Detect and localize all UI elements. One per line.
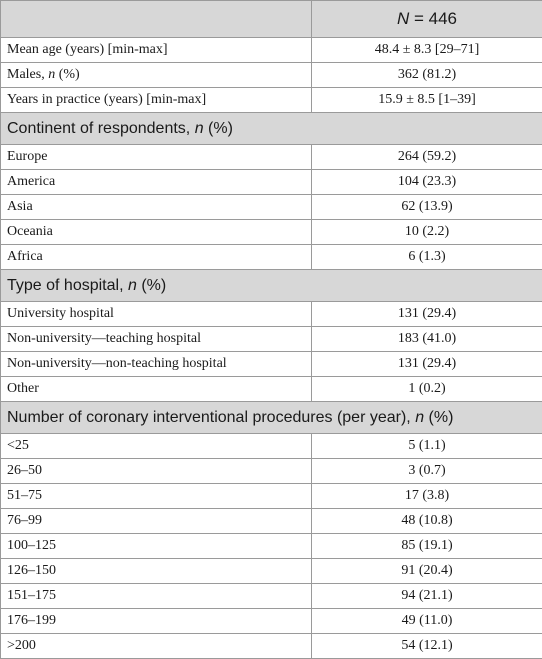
section-header-procedures xyxy=(1,402,542,434)
header-row xyxy=(1,1,542,38)
row-label-italic: n xyxy=(48,67,55,82)
table-row xyxy=(1,434,542,459)
row-label: 76–99 xyxy=(1,509,312,534)
row-label: 126–150 xyxy=(1,559,312,584)
table-row xyxy=(1,584,542,609)
row-value: 17 (3.8) xyxy=(312,484,542,509)
section-title-text: Number of coronary interventional procedures (per year), xyxy=(7,409,415,426)
row-label: >200 xyxy=(1,634,312,659)
row-value: 131 (29.4) xyxy=(312,302,542,327)
row-value: 48 (10.8) xyxy=(312,509,542,534)
row-label-text: Males, xyxy=(7,67,48,82)
row-label xyxy=(1,38,312,63)
section-title-italic: n xyxy=(195,120,204,137)
row-value: 49 (11.0) xyxy=(312,609,542,634)
row-label: <25 xyxy=(1,434,312,459)
row-label: Europe xyxy=(1,145,312,170)
section-title-suffix: (%) xyxy=(204,120,233,137)
row-value: 6 (1.3) xyxy=(312,245,542,270)
row-value: 183 (41.0) xyxy=(312,327,542,352)
row-label-suffix: (%) xyxy=(55,67,80,82)
row-value: 48.4 ± 8.3 [29–71] xyxy=(312,38,542,63)
table-row xyxy=(1,145,542,170)
table-row xyxy=(1,484,542,509)
table-row xyxy=(1,377,542,402)
table-row xyxy=(1,38,542,63)
section-title xyxy=(1,113,542,145)
row-label: America xyxy=(1,170,312,195)
table-row xyxy=(1,220,542,245)
table-row xyxy=(1,170,542,195)
table-row xyxy=(1,88,542,113)
section-title-italic: n xyxy=(128,277,137,294)
section-title-suffix: (%) xyxy=(424,409,453,426)
table-row xyxy=(1,459,542,484)
table-row xyxy=(1,327,542,352)
row-value: 15.9 ± 8.5 [1–39] xyxy=(312,88,542,113)
row-label: 176–199 xyxy=(1,609,312,634)
row-value: 10 (2.2) xyxy=(312,220,542,245)
row-value: 104 (23.3) xyxy=(312,170,542,195)
table-row xyxy=(1,352,542,377)
row-value: 62 (13.9) xyxy=(312,195,542,220)
section-header-hospital xyxy=(1,270,542,302)
row-label: Non-university—teaching hospital xyxy=(1,327,312,352)
row-label: 100–125 xyxy=(1,534,312,559)
row-value: 264 (59.2) xyxy=(312,145,542,170)
table-row xyxy=(1,509,542,534)
table-row xyxy=(1,609,542,634)
row-value: 131 (29.4) xyxy=(312,352,542,377)
row-label xyxy=(1,88,312,113)
section-title xyxy=(1,270,542,302)
row-label: University hospital xyxy=(1,302,312,327)
row-value: 94 (21.1) xyxy=(312,584,542,609)
row-label: Non-university—non-teaching hospital xyxy=(1,352,312,377)
row-label: Asia xyxy=(1,195,312,220)
row-label xyxy=(1,63,312,88)
section-title-text: Continent of respondents, xyxy=(7,120,195,137)
row-label: Other xyxy=(1,377,312,402)
row-label-text: Mean age (years) [min-max] xyxy=(7,42,168,57)
header-empty-cell xyxy=(1,1,312,38)
table-row xyxy=(1,302,542,327)
row-value: 362 (81.2) xyxy=(312,63,542,88)
row-value: 54 (12.1) xyxy=(312,634,542,659)
table-row xyxy=(1,559,542,584)
table-row xyxy=(1,634,542,659)
table-row xyxy=(1,195,542,220)
section-title-suffix: (%) xyxy=(137,277,166,294)
table-row xyxy=(1,245,542,270)
row-label-text: Years in practice (years) [min-max] xyxy=(7,92,206,107)
table-row xyxy=(1,534,542,559)
row-value: 5 (1.1) xyxy=(312,434,542,459)
section-title-italic: n xyxy=(415,409,424,426)
row-value: 85 (19.1) xyxy=(312,534,542,559)
section-title xyxy=(1,402,542,434)
row-label: 26–50 xyxy=(1,459,312,484)
row-label: 51–75 xyxy=(1,484,312,509)
row-value: 3 (0.7) xyxy=(312,459,542,484)
section-title-text: Type of hospital, xyxy=(7,277,128,294)
table-row xyxy=(1,63,542,88)
row-value: 1 (0.2) xyxy=(312,377,542,402)
n-symbol: N xyxy=(397,9,409,28)
row-value: 91 (20.4) xyxy=(312,559,542,584)
row-label: Africa xyxy=(1,245,312,270)
section-header-continent xyxy=(1,113,542,145)
row-label: Oceania xyxy=(1,220,312,245)
n-value: = 446 xyxy=(414,9,457,28)
row-label: 151–175 xyxy=(1,584,312,609)
sample-size-header xyxy=(312,1,542,38)
